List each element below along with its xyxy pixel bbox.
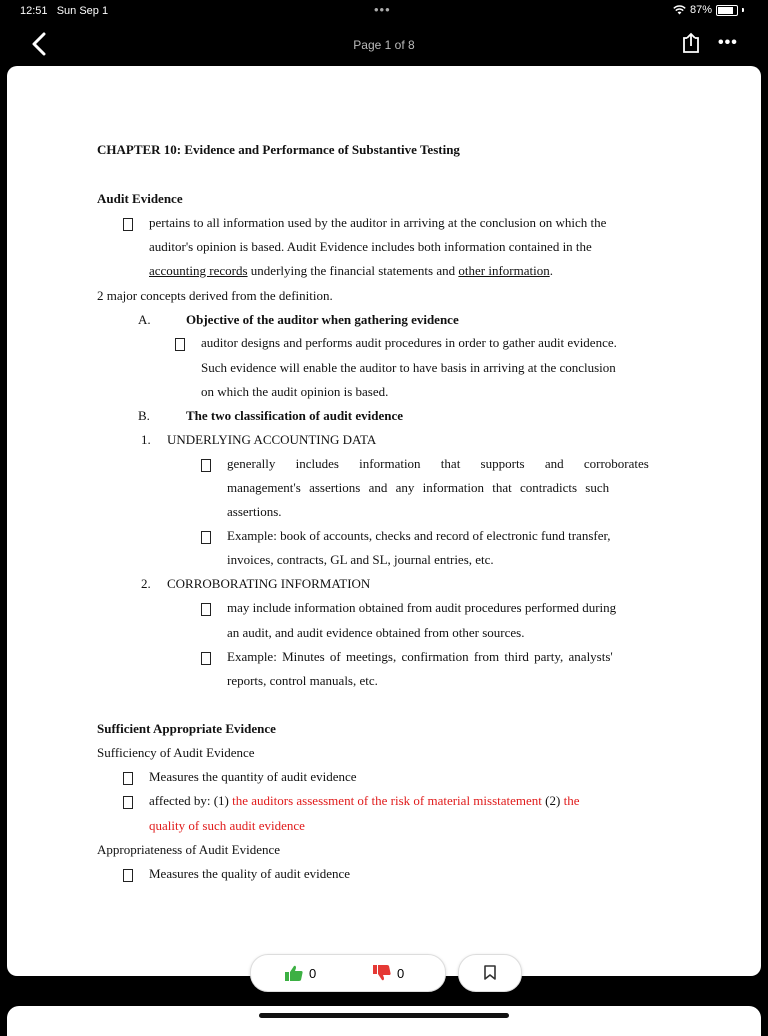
section-heading-audit-evidence: Audit Evidence xyxy=(97,191,183,206)
paragraph-line: assertions. xyxy=(227,504,282,519)
paragraph-line: invoices, contracts, GL and SL, journal entries, etc. xyxy=(227,552,494,567)
wifi-icon xyxy=(673,5,686,15)
subheading-underlying-data: UNDERLYING ACCOUNTING DATA xyxy=(167,432,377,447)
bullet-box-icon xyxy=(123,796,133,809)
paragraph-line: may include information obtained from audit procedures performed during xyxy=(227,600,617,615)
list-marker: 2. xyxy=(141,576,151,591)
list-marker: 1. xyxy=(141,432,151,447)
multitasking-dots-icon[interactable]: ••• xyxy=(374,2,391,17)
paragraph-line: auditor's opinion is based. Audit Evidence includes both information contained in the xyxy=(149,239,592,254)
paragraph-line: Example: book of accounts, checks and record of electronic fund transfer, xyxy=(227,528,611,543)
paragraph-line: Measures the quality of audit evidence xyxy=(149,866,351,881)
document-page xyxy=(7,66,761,976)
like-count: 0 xyxy=(309,965,317,981)
subheading-objective: Objective of the auditor when gathering evidence xyxy=(186,312,459,327)
paragraph-line: an audit, and audit evidence obtained from other sources. xyxy=(227,625,525,640)
subheading-corroborating: CORROBORATING INFORMATION xyxy=(167,576,371,591)
status-bar xyxy=(0,0,768,24)
subheading-appropriateness: Appropriateness of Audit Evidence xyxy=(97,842,281,857)
subheading-sufficiency: Sufficiency of Audit Evidence xyxy=(97,745,255,760)
bullet-box-icon xyxy=(175,338,185,351)
paragraph-line: auditor designs and performs audit procedures in order to gather audit evidence. xyxy=(201,335,617,350)
reactions-pill xyxy=(250,954,446,992)
bullet-box-icon xyxy=(123,772,133,785)
paragraph-line: pertains to all information used by the auditor in arriving at the conclusion on which the xyxy=(149,215,607,230)
section-heading-sufficient-appropriate: Sufficient Appropriate Evidence xyxy=(97,721,276,736)
paragraph-line: 2 major concepts derived from the definition. xyxy=(97,288,333,303)
highlighted-text: the auditors assessment of the risk of material misstatement xyxy=(232,793,542,808)
share-icon[interactable] xyxy=(680,32,702,54)
bullet-box-icon xyxy=(201,531,211,544)
bullet-box-icon xyxy=(201,459,211,472)
paragraph-line: Such evidence will enable the auditor to have basis in arriving at the conclusion xyxy=(201,360,616,375)
link-other-information[interactable]: other information xyxy=(458,263,550,278)
paragraph-line: management's assertions and any information that contradicts such xyxy=(227,480,610,495)
home-indicator[interactable] xyxy=(259,1013,509,1018)
thumbs-down-icon xyxy=(373,965,391,981)
bookmark-button[interactable] xyxy=(458,954,522,992)
dislike-count: 0 xyxy=(397,965,405,981)
status-time: 12:51 Sun Sep 1 xyxy=(20,5,109,17)
chapter-title: CHAPTER 10: Evidence and Performance of Substantive Testing xyxy=(97,142,460,157)
more-icon[interactable]: ••• xyxy=(718,34,738,51)
battery-percent: 87% xyxy=(689,4,712,16)
like-button[interactable] xyxy=(285,965,316,981)
paragraph-line: affected by: (1) the auditors assessment of the risk of material misstatement (2) the xyxy=(149,793,580,808)
paragraph-line: Measures the quantity of audit evidence xyxy=(149,769,357,784)
subheading-classification: The two classification of audit evidence xyxy=(186,408,404,423)
list-marker: A. xyxy=(138,312,151,327)
highlighted-text: quality of such audit evidence xyxy=(149,818,305,833)
bookmark-icon xyxy=(484,965,496,980)
dislike-button[interactable] xyxy=(373,965,404,981)
list-marker: B. xyxy=(138,408,150,423)
bullet-box-icon xyxy=(123,218,133,231)
page-indicator: Page 1 of 8 xyxy=(353,38,415,52)
paragraph-line: on which the audit opinion is based. xyxy=(201,384,389,399)
paragraph-line: accounting records underlying the financial statements and other information. xyxy=(149,263,553,278)
paragraph-line: generally includes information that supports and corroborates xyxy=(227,456,649,471)
status-right xyxy=(673,4,744,16)
bullet-box-icon xyxy=(123,869,133,882)
paragraph-line: Example: Minutes of meetings, confirmation from third party, analysts' xyxy=(227,649,613,664)
bullet-box-icon xyxy=(201,652,211,665)
paragraph-line: reports, control manuals, etc. xyxy=(227,673,378,688)
battery-icon xyxy=(716,5,738,16)
bullet-box-icon xyxy=(201,603,211,616)
top-nav-bar xyxy=(0,24,768,66)
thumbs-up-icon xyxy=(285,965,303,981)
link-accounting-records[interactable]: accounting records xyxy=(149,263,248,278)
bottom-sheet[interactable] xyxy=(7,1006,761,1036)
